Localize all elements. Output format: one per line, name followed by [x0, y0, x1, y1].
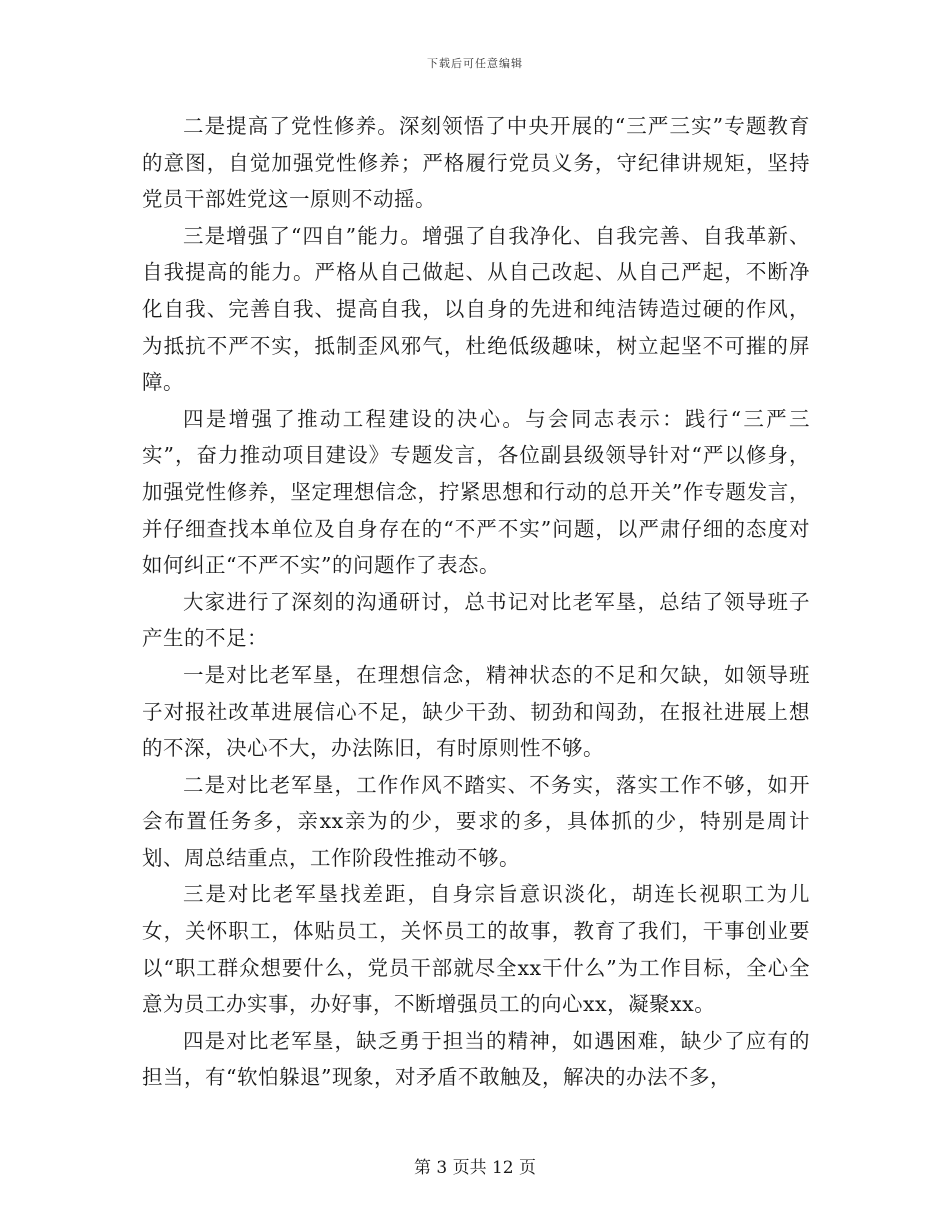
paragraph: 二是对比老军垦，工作作风不踏实、不务实，落实工作不够，如开会布置任务多，亲xx亲为的少，要求的多，具体抓的少，特别是周计划、周总结重点，工作阶段性推动不够。	[142, 772, 810, 870]
paragraph: 大家进行了深刻的沟通研讨，总书记对比老军垦，总结了领导班子产生的不足：	[142, 589, 810, 651]
page-number: 第 3 页共 12 页	[413, 1158, 537, 1178]
paragraph: 一是对比老军垦，在理想信念，精神状态的不足和欠缺，如领导班子对报社改革进展信心不足，缺少干劲、韧劲和闯劲，在报社进展上想的不深，决心不大，办法陈旧，有时原则性不够。	[142, 662, 810, 761]
paragraph: 三是对比老军垦找差距，自身宗旨意识淡化，胡连长视职工为儿女，关怀职工，体贴员工，关怀员工的故事，教育了我们，干事创业要以“职工群众想要什么，党员干部就尽全xx干什么”为工作目标，全心全意为员工办实事，办好事，不断增强员工的向心xx，凝聚xx。	[142, 882, 810, 1017]
paragraph: 四是对比老军垦，缺乏勇于担当的精神，如遇困难，缺少了应有的担当，有“软怕躲退”现象，对矛盾不敢触及，解决的办法不多，	[142, 1028, 810, 1090]
paragraph: 二是提高了党性修养。深刻领悟了中央开展的“三严三实”专题教育的意图，自觉加强党性修养；严格履行党员义务，守纪律讲规矩，坚持党员干部姓党这一原则不动摇。	[142, 114, 810, 212]
paragraph: 三是增强了“四自”能力。增强了自我净化、自我完善、自我革新、自我提高的能力。严格从自己做起、从自己改起、从自己严起，不断净化自我、完善自我、提高自我，以自身的先进和纯洁铸造过硬的作风，为抵抗不严不实，抵制歪风邪气，杜绝低级趣味，树立起坚不可摧的屏障。	[142, 223, 810, 395]
document-body	[142, 108, 810, 1096]
paragraph: 四是增强了推动工程建设的决心。与会同志表示：践行“三严三实”，奋力推动项目建设》专题发言，各位副县级领导针对“严以修身，加强党性修养，坚定理想信念，拧紧思想和行动的总开关”作专题发言，并仔细查找本单位及自身存在的“不严不实”问题，以严肃仔细的态度对如何纠正“不严不实”的问题作了表态。	[142, 406, 810, 578]
page-header-note: 下载后可任意编辑	[427, 57, 523, 70]
